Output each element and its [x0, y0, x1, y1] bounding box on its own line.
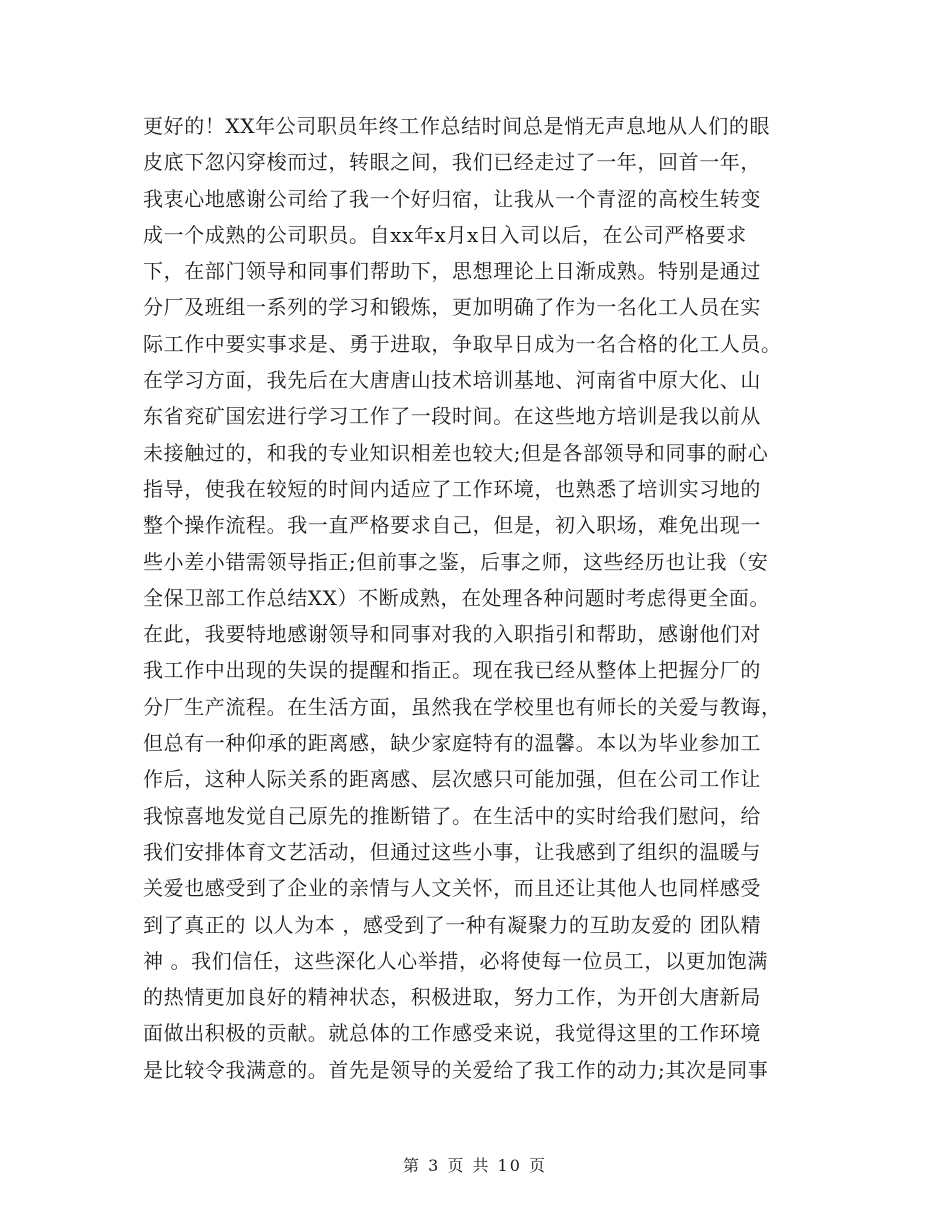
text-line: 在学习方面，我先后在大唐唐山技术培训基地、河南省中原大化、山 — [143, 368, 761, 393]
text-line: 下，在部门领导和同事们帮助下，思想理论上日渐成熟。特别是通过 — [143, 259, 761, 284]
body-text — [143, 108, 813, 1088]
text-line: 在此，我要特地感谢领导和同事对我的入职指引和帮助，感谢他们对 — [143, 622, 761, 647]
text-line: 分厂生产流程。在生活方面，虽然我在学校里也有师长的关爱与教诲， — [143, 694, 782, 719]
text-line: 更好的！XX年公司职员年终工作总结时间总是悄无声息地从人们的眼 — [143, 114, 771, 138]
text-line: 际工作中要实事求是、勇于进取，争取早日成为一名合格的化工人员。 — [143, 331, 782, 356]
text-line: 的热情更加良好的精神状态，积极进取，努力工作，为开创大唐新局 — [143, 985, 761, 1010]
text-line: 我惊喜地发觉自己原先的推断错了。在生活中的实时给我们慰问，给 — [143, 803, 761, 828]
text-line: 些小差小错需领导指正;但前事之鉴，后事之师，这些经历也让我（安 — [143, 549, 769, 574]
text-line: 指导，使我在较短的时间内适应了工作环境，也熟悉了培训实习地的 — [143, 476, 761, 501]
page-number-footer: 第 3 页 共 10 页 — [403, 1156, 547, 1175]
text-line: 我工作中出现的失误的提醒和指正。现在我已经从整体上把握分厂的 — [143, 658, 761, 683]
text-line: 神 。我们信任，这些深化人心举措，必将使每一位员工，以更加饱满 — [143, 948, 768, 973]
text-line: 分厂及班组一系列的学习和锻炼，更加明确了作为一名化工人员在实 — [143, 295, 761, 320]
text-line: 到了真正的 以人为本 ，感受到了一种有凝聚力的互助友爱的 团队精 — [143, 912, 762, 937]
text-line: 但总有一种仰承的距离感，缺少家庭特有的温馨。本以为毕业参加工 — [143, 731, 761, 756]
text-line: 全保卫部工作总结XX）不断成熟，在处理各种问题时考虑得更全面。 — [143, 585, 771, 610]
text-line: 是比较令我满意的。首先是领导的关爱给了我工作的动力;其次是同事 — [143, 1057, 769, 1082]
text-line: 皮底下忽闪穿梭而过，转眼之间，我们已经走过了一年，回首一年， — [143, 150, 761, 175]
text-line: 作后，这种人际关系的距离感、层次感只可能加强，但在公司工作让 — [143, 767, 761, 792]
text-line: 关爱也感受到了企业的亲情与人文关怀，而且还让其他人也同样感受 — [143, 876, 761, 901]
text-line: 东省兖矿国宏进行学习工作了一段时间。在这些地方培训是我以前从 — [143, 404, 761, 429]
text-line: 面做出积极的贡献。就总体的工作感受来说，我觉得这里的工作环境 — [143, 1021, 761, 1046]
text-line: 我衷心地感谢公司给了我一个好归宿，让我从一个青涩的高校生转变 — [143, 186, 761, 211]
text-line: 未接触过的，和我的专业知识相差也较大;但是各部领导和同事的耐心 — [143, 440, 769, 465]
text-line: 成一个成熟的公司职员。自xx年x月x日入司以后，在公司严格要求 — [143, 222, 747, 247]
text-line: 整个操作流程。我一直严格要求自己，但是，初入职场，难免出现一 — [143, 513, 761, 538]
text-line: 我们安排体育文艺活动，但通过这些小事，让我感到了组织的温暖与 — [143, 839, 761, 864]
